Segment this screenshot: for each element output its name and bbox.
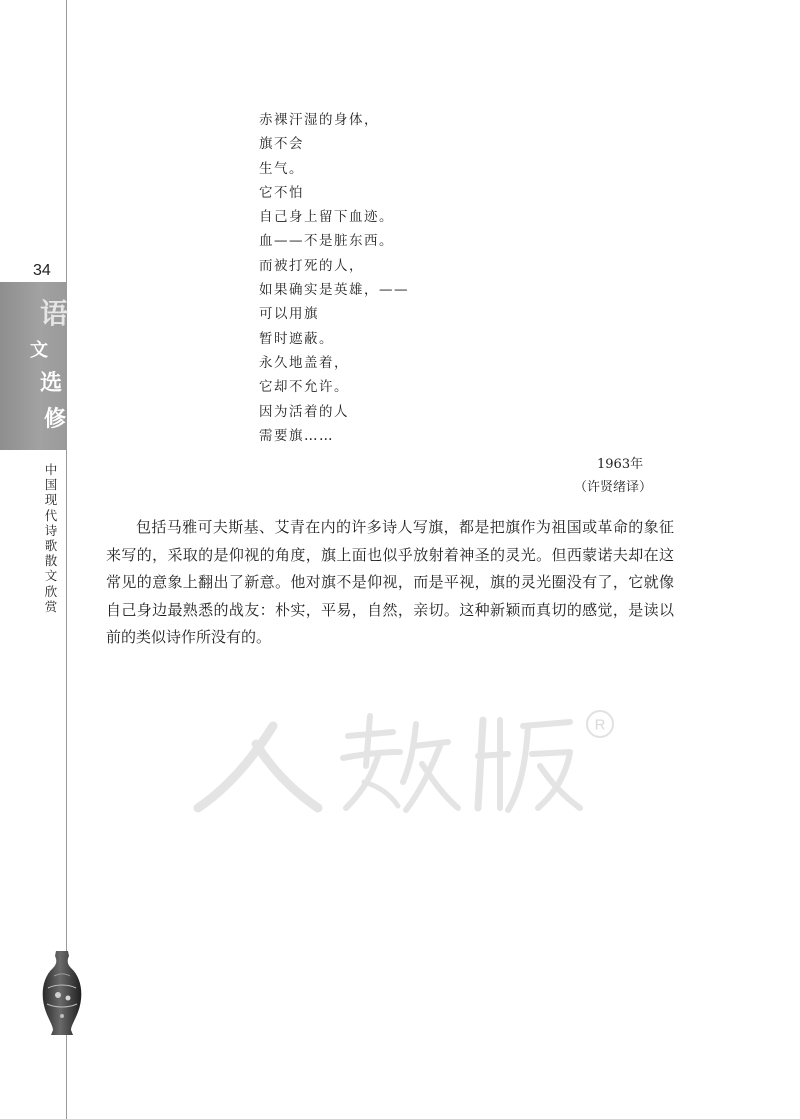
poem-line: 生气。 [259,160,304,177]
vase-image [38,948,86,1038]
poem-line: 如果确实是英雄，—— [259,282,409,299]
book-series-tab [0,282,69,450]
book-subtitle: 中国现代诗歌散文欣赏 [44,462,58,614]
poem-line: 它不怕 [259,184,304,201]
tab-char: 选 [40,370,63,396]
poem-line: 永久地盖着， [259,354,349,371]
tab-char: 语 [40,297,69,330]
poem-line: 它却不允许。 [259,379,349,396]
poem-line: 自己身上留下血迹。 [259,209,394,226]
poem-line: 需要旗…… [259,427,334,444]
poem [259,108,409,448]
commentary-paragraph: 包括马雅可夫斯基、艾青在内的许多诗人写旗，都是把旗作为祖国或革命的象征来写的，采取的是仰视的角度，旗上面也似乎放射着神圣的灵光。但西蒙诺夫却在这常见的意象上翻出了新意。他对旗不是仰视，而是平视，旗的灵光圈没有了，它就像自己身边最熟悉的战友：朴实，平易，自然，亲切。这种新颖而真切的感觉，是读以前的类似诗作所没有的。 [106,518,674,646]
poem-line: 暂时遮蔽。 [259,330,334,347]
tab-char: 修 [44,406,67,432]
poem-line: 血——不是脏东西。 [259,233,394,250]
poem-line: 因为活着的人 [259,403,349,420]
poem-line: 赤裸汗湿的身体， [259,112,379,128]
poem-line: 而被打死的人， [259,257,364,274]
poem-line: 旗不会 [259,136,304,153]
page-number: 34 [33,262,51,279]
svg-text:R: R [594,716,606,734]
poem-line: 可以用旗 [259,306,319,323]
translator-credit: （许贤绪译） [574,480,653,495]
tab-char: 文 [30,340,48,361]
publisher-watermark [178,696,628,826]
poem-date: 1963年 [597,457,644,472]
